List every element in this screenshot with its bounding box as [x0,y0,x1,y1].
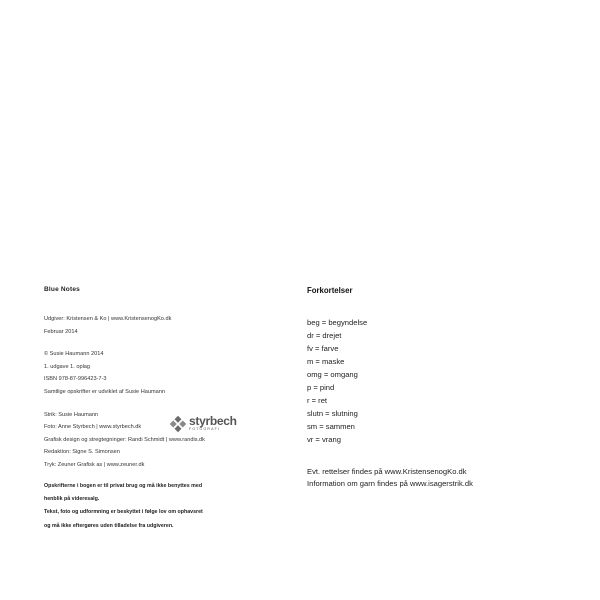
styrbech-logo-icon [169,415,187,433]
publication-date: Februar 2014 [44,328,78,335]
publisher-line: Udgiver: Kristensen & Ko | www.KristensenogKo.dk [44,316,172,322]
abbreviation-item: vr = vrang [307,435,341,444]
abbreviation-item: dr = drejet [307,331,342,340]
logo-text [189,415,237,432]
credit-photo: Foto: Anne Styrbech | www.styrbech.dk [44,424,142,431]
abbreviation-item: slutn = slutning [307,409,358,418]
abbreviations-column [307,286,577,489]
copyright-line: © Susie Haumann 2014 [44,351,104,358]
spacer [44,338,234,348]
abbreviation-item: p = pind [307,383,335,392]
abbreviations-heading: Forkortelser [307,286,353,295]
credits-block [44,409,237,472]
abbreviation-item: omg = omgang [307,370,358,379]
spacer [44,399,234,409]
abbreviation-item: sm = sammen [307,422,355,431]
abbreviations-list [307,316,577,446]
logo-wordmark: styrbech [189,414,237,429]
yarn-info-note: Information om garn findes på www.isagerstrik.dk [307,478,473,488]
corrections-note: Evt. rettelser findes på www.KristensenogKo.dk [307,467,467,476]
credit-design: Grafisk design og stregtegninger: Randi Schmidt | www.randis.dk [44,436,205,443]
abbreviation-item: m = maske [307,357,345,366]
colophon-column [44,286,237,533]
logo-subtitle: FOTOGRAFI [189,427,221,432]
abbreviation-item: fv = farve [307,344,339,353]
book-title: Blue Notes [44,286,80,293]
edition-line: 1. udgave 1. oplag [44,363,91,370]
spacer [44,472,234,480]
abbreviation-item: beg = begyndelse [307,318,368,327]
notes-block [307,466,577,489]
credit-print: Tryk: Zeuner Grafisk as | www.zeuner.dk [44,461,145,468]
legal-notice-line: og må ikke eftergøres uden tilladelse fra udgiveren. [44,522,174,529]
legal-notice-line: Tekst, foto og udformning er beskyttet i følge lov om ophavsret [44,509,203,516]
credit-knitting: Strik: Susie Haumann [44,411,99,418]
styrbech-logo [169,415,237,433]
designs-line: Samtlige opskrifter er udviklet af Susie Haumann [44,388,165,395]
legal-notice-line: Opskrifterne i bogen er til privat brug og må ikke benyttes med [44,482,203,489]
isbn-line: ISBN 978-87-996423-7-3 [44,376,107,383]
credit-editor: Redaktion: Signe S. Simonsen [44,449,120,456]
abbreviation-item: r = ret [307,396,328,405]
legal-notice-line: henblik på videresalg. [44,495,100,502]
